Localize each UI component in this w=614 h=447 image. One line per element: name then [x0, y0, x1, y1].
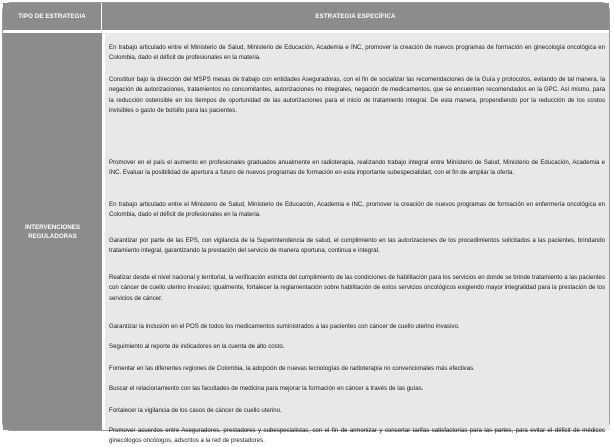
strategy-item: Seguimiento al reporte de indicadores en la cuenta de alto costo. [109, 343, 285, 350]
header-strategy-type: TIPO DE ESTRATEGIA [3, 3, 102, 30]
strategy-item: En trabajo articulado entre el Ministerio de Salud, Ministerio de Educación, Academia e INC, promover la creación de nuevos programas de formación en enfermería oncológica en Colombia, dado el déficit de profesionales en la materia. [109, 201, 605, 219]
strategies-cell [102, 33, 609, 445]
strategy-item: Garantizar por parte de las EPS, con vigilancia de la Superintendencia de salud, el cumplimiento en las autorizaciones de los procedimientos solicitados a las pacientes, brindando tratamiento integral, garantizando la prestación del servicio de manera oportuna, continua e integral. [109, 237, 605, 255]
strategy-item: Constituir bajo la dirección del MSPS mesas de trabajo con entidades Aseguradoras, con el fin de socializar las recomendaciones de la Guía y protocolos, evitando de tal manera, la negación de autorizaciones, tratamientos no concomitantes, autorizaciones no integrales, negación de medicamentos, que se encuentren recomendados en la GPC. Así mismo, para la reducción ostensible en los tiempos de oportunidad de las autorizaciones para el inicio de tratamiento integral. De esta manera, propendiendo por la reducción de los costos invisibles o gasto de bolsillo para las pacientes. [109, 76, 605, 115]
strategy-item: Garantizar la inclusión en el POS de todos los medicamentos suministrados a las pacientes con cáncer de cuello uterino invasivo. [109, 323, 460, 330]
strategy-item: Realizar desde el nivel nacional y territorial, la verificación estricta del cumplimiento de las condiciones de habilitación para los servicios en donde se brinde tratamiento a las pacientes con cáncer de cuello uterino invasivo; igualmente, fortalecer la reglamentación sobre habilitación de estos servicios oncológicos exigiendo mayor integralidad para la prestación de los servicios de cáncer. [109, 274, 605, 302]
strategy-item: En trabajo articulado entre el Ministerio de Salud, Ministerio de Educación, Academia e INC, promover la creación de nuevos programas de formación en ginecología oncológica en Colombia, dado el déficit de profesionales en la materia. [109, 44, 605, 62]
header-specific-strategy: ESTRATEGIA ESPECÍFICA [102, 3, 609, 30]
category-cell [3, 33, 102, 430]
strategy-table [2, 2, 610, 445]
strategy-item: Promover en el país el aumento en profesionales graduados anualmente en radioterapia, realizando trabajo integral entre Ministerio de Salud, Ministerio de Educación, Academia e INC. Evaluar la posibilidad de apertura a futuro de nuevos programas de formación en esta importante subespecialidad, con el fin de ampliar la oferta. [109, 159, 605, 177]
category-label: INTERVENCIONES REGULADORAS [25, 223, 80, 240]
strategy-item: Buscar el relacionamiento con las facultades de medicina para mejorar la formación en cáncer a través de las guías. [109, 385, 424, 392]
strategy-item: Fomentar en las diferentes regiones de Colombia, la adopción de nuevas tecnologías de radioterapia no convencionales más efectivas. [109, 365, 475, 372]
strategy-item: Fortalecer la vigilancia de los casos de cáncer de cuello uterino. [109, 407, 282, 414]
strategy-item: Promover acuerdos entre Aseguradores, prestadores y subespecialistas, con el fin de armonizar y concertar tarifas satisfactorias para las partes, para evitar el déficit de médicos ginecólogos oncólogos, adscritos a la red de prestadores. [109, 427, 605, 445]
